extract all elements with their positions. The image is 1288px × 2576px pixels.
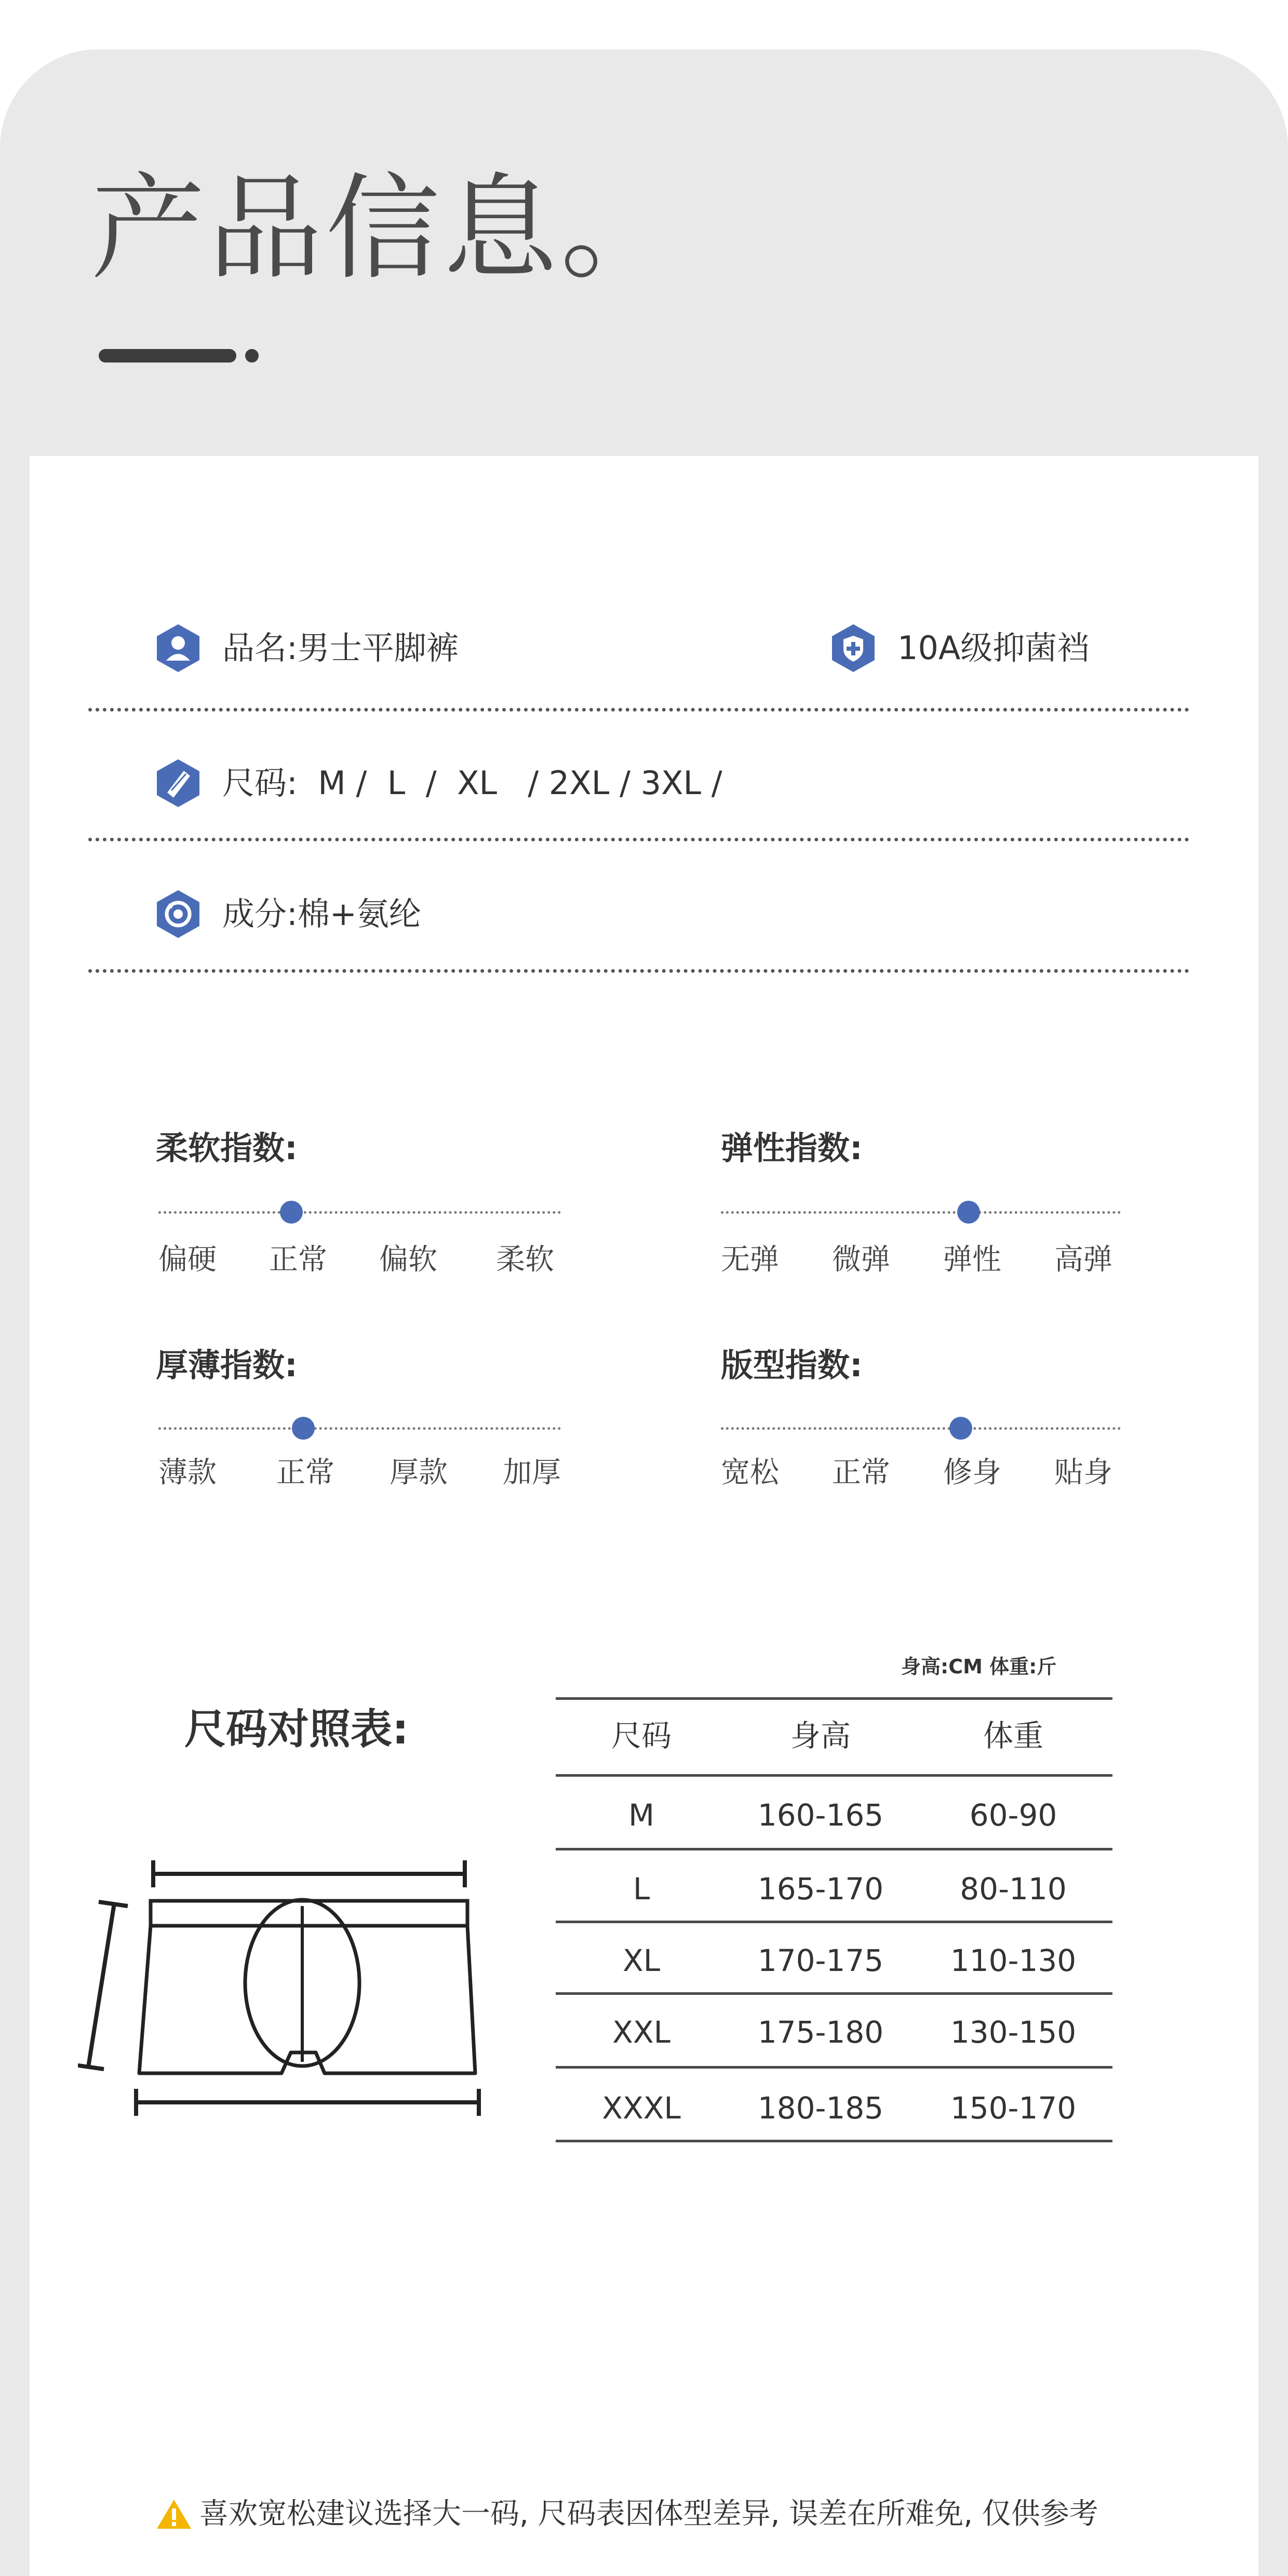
boxer-brief-diagram <box>78 1849 493 2124</box>
table-rule <box>556 1697 1112 1700</box>
sizes-text: 尺码: M / L / XL / 2XL / 3XL / <box>222 764 722 802</box>
index-label: 贴身 <box>1054 1456 1112 1490</box>
page-title: 产品信息。 <box>91 162 678 295</box>
table-rule <box>556 1848 1112 1850</box>
table-rule <box>556 1921 1112 1923</box>
table-cell: 150-170 <box>950 2090 1077 2126</box>
index-label: 正常 <box>276 1456 334 1490</box>
index-title: 柔软指数: <box>156 1129 298 1167</box>
index-label: 正常 <box>269 1243 327 1277</box>
index-track <box>158 1427 561 1430</box>
index-title: 厚薄指数: <box>156 1346 298 1384</box>
table-cell: XXXL <box>602 2090 681 2126</box>
index-label: 厚款 <box>390 1456 448 1490</box>
warning-triangle-icon <box>156 2498 192 2530</box>
title-underline <box>99 349 236 363</box>
antibacterial-text: 10A级抑菌裆 <box>897 629 1090 667</box>
table-cell: M <box>628 1797 655 1833</box>
divider <box>88 969 1189 973</box>
index-label: 高弹 <box>1054 1243 1112 1277</box>
product-name-text: 品名:男士平脚裤 <box>222 629 459 667</box>
table-cell: XXL <box>612 2015 670 2050</box>
table-cell: 175-180 <box>757 2015 884 2050</box>
index-label: 加厚 <box>503 1456 561 1490</box>
size-notice <box>156 2498 1098 2530</box>
table-cell: 160-165 <box>757 1797 884 1833</box>
index-label: 偏软 <box>379 1243 437 1277</box>
unit-note: 身高:CM 体重:斤 <box>901 1655 1057 1678</box>
table-cell: 110-130 <box>950 1943 1077 1978</box>
index-title: 版型指数: <box>721 1346 863 1384</box>
antibacterial-row <box>831 623 1089 673</box>
index-label: 微弹 <box>832 1243 890 1277</box>
title-underline-dot <box>245 349 259 363</box>
index-title: 弹性指数: <box>721 1129 863 1167</box>
fabric-hexagon-icon <box>156 889 200 939</box>
index-label: 修身 <box>943 1456 1001 1490</box>
index-track <box>721 1427 1121 1430</box>
table-header-cell: 身高 <box>790 1718 851 1753</box>
index-track <box>158 1211 561 1214</box>
table-rule <box>556 1992 1112 1995</box>
index-label: 薄款 <box>158 1456 217 1490</box>
divider <box>88 708 1189 712</box>
table-cell: 165-170 <box>757 1871 884 1907</box>
shield-plus-hexagon-icon <box>831 623 876 673</box>
table-cell: 80-110 <box>960 1871 1067 1907</box>
notice-text: 喜欢宽松建议选择大一码, 尺码表因体型差异, 误差在所难免, 仅供参考 <box>199 2497 1098 2531</box>
index-level-marker <box>292 1417 315 1440</box>
divider <box>88 838 1189 841</box>
index-label: 正常 <box>832 1456 890 1490</box>
index-label: 弹性 <box>943 1243 1001 1277</box>
user-hexagon-icon <box>156 623 200 673</box>
table-cell: 60-90 <box>969 1797 1057 1833</box>
product-name-row <box>156 623 459 673</box>
table-cell: 130-150 <box>950 2015 1077 2050</box>
table-cell: 180-185 <box>757 2090 884 2126</box>
index-track <box>721 1211 1121 1214</box>
index-label: 宽松 <box>721 1456 779 1490</box>
index-label: 柔软 <box>496 1243 554 1277</box>
table-header-cell: 尺码 <box>611 1718 672 1753</box>
size-chart-title: 尺码对照表: <box>184 1705 409 1753</box>
index-label: 偏硬 <box>158 1243 217 1277</box>
table-rule <box>556 2066 1112 2069</box>
table-rule <box>556 1774 1112 1777</box>
material-row <box>156 889 421 939</box>
table-rule <box>556 2140 1112 2142</box>
table-cell: 170-175 <box>757 1943 884 1978</box>
table-cell: L <box>633 1871 650 1907</box>
index-level-marker <box>280 1201 303 1224</box>
sizes-row <box>156 758 722 808</box>
index-label: 无弹 <box>721 1243 779 1277</box>
index-level-marker <box>949 1417 972 1440</box>
material-text: 成分:棉+氨纶 <box>222 895 421 933</box>
tag-hexagon-icon <box>156 758 200 808</box>
table-cell: XL <box>622 1943 661 1978</box>
table-header-cell: 体重 <box>983 1718 1043 1753</box>
